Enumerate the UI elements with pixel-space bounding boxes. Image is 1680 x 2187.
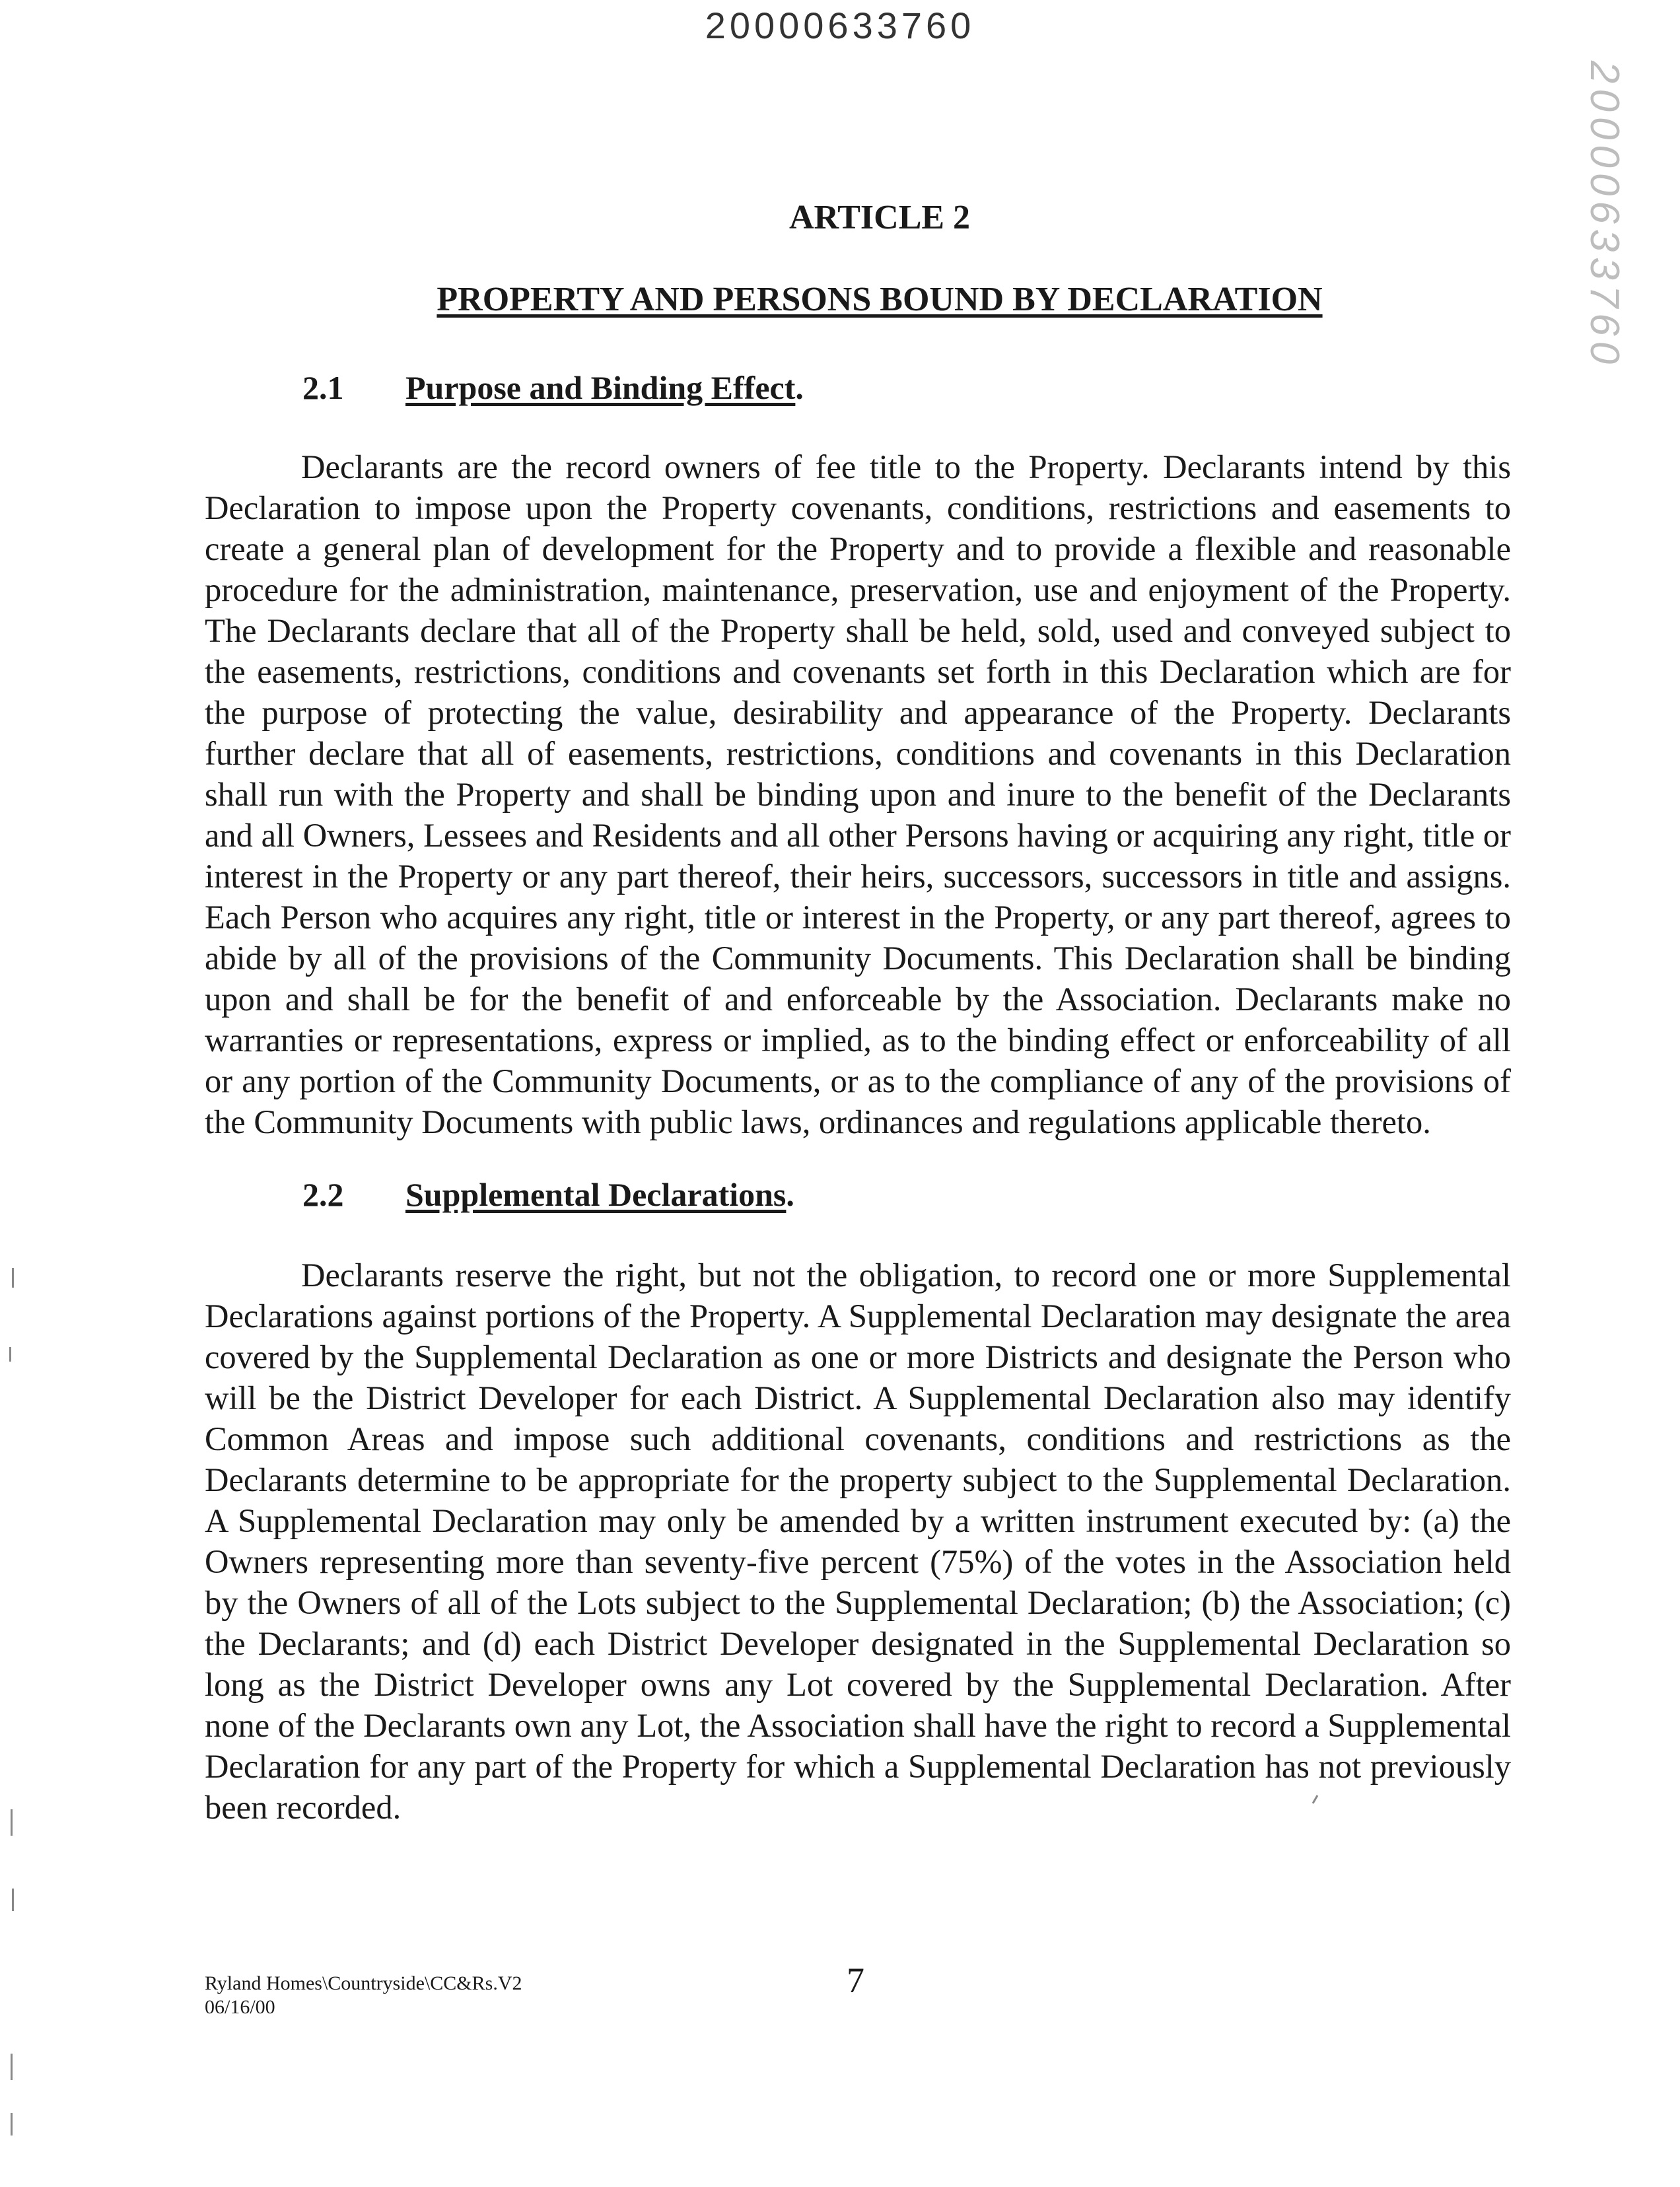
footer-page-number: 7 (847, 1961, 864, 2000)
section-title-suffix: . (786, 1176, 794, 1213)
document-id: 20000633760 (705, 5, 975, 46)
footer-file-path: Ryland Homes\Countryside\CC&Rs.V2 (205, 1972, 522, 1994)
section-heading-2-1 (302, 368, 804, 407)
scan-artifact (11, 1809, 13, 1836)
section-body-2-1: Declarants are the record owners of fee title to the Property. Declarants intend by this Declaration to impose upon the Property covenants, conditions, restrictions and easements to create a general plan of development for the Property and to provide a flexible and reasonable procedure for the administration, maintenance, preservation, use and enjoyment of the Property. The Declarants declare that all of the Property shall be held, sold, used and conveyed subject to the easements, restrictions, conditions and covenants set forth in this Declaration which are for the purpose of protecting the value, desirability and appearance of the Property. Declarants further declare that all of easements, restrictions, conditions and covenants in this Declaration shall run with the Property and shall be binding upon and inure to the benefit of the Declarants and all Owners, Lessees and Residents and all other Persons having or acquiring any right, title or interest in the Property or any part thereof, their heirs, successors, successors in title and assigns. Each Person who acquires any right, title or interest in the Property, or any part thereof, agrees to abide by all of the provisions of the Community Documents. This Declaration shall be binding upon and shall be for the benefit of and enforceable by the Association. Declarants make no warranties or representations, express or implied, as to the binding effect or enforceability of all or any portion of the Community Documents, or as to the compliance of any of the provisions of the Community Documents with public laws, ordinances and regulations applicable thereto. (205, 448, 1511, 1140)
footer-reference (205, 1972, 522, 2019)
section-body-2-2: Declarants reserve the right, but not the obligation, to record one or more Supplemental Declarations against portions of the Property. A Supplemental Declaration may designate the area covered by the Supplemental Declaration as one or more Districts and designate the Person who will be the District Developer for each District. A Supplemental Declaration also may identify Common Areas and impose such additional covenants, conditions and restrictions as the Declarants determine to be appropriate for the property subject to the Supplemental Declaration. A Supplemental Declaration may only be amended by a written instrument executed by: (a) the Owners representing more than seventy-five percent (75%) of the votes in the Association held by the Owners of all of the Lots subject to the Supplemental Declaration; (b) the Association; (c) the Declarants; and (d) each District Developer designated in the Supplemental Declaration so long as the District Developer owns any Lot covered by the Supplemental Declaration. After none of the Declarants own any Lot, the Association shall have the right to record a Supplemental Declaration for any part of the Property for which a Supplemental Declaration has not previously been recorded. (205, 1257, 1511, 1826)
margin-stamp-text: 20000633760 (1582, 60, 1628, 369)
footer-date: 06/16/00 (205, 1996, 275, 2018)
section-title: Supplemental Declarations (405, 1176, 787, 1213)
section-heading-2-2 (302, 1175, 794, 1214)
section-title-suffix: . (795, 369, 804, 406)
scan-artifact (9, 1347, 11, 1362)
scan-artifact (12, 1889, 14, 1911)
article-title-text: PROPERTY AND PERSONS BOUND BY DECLARATION (437, 281, 1323, 318)
scan-artifact (11, 2113, 13, 2135)
section-title: Purpose and Binding Effect (405, 369, 796, 406)
section-number: 2.1 (302, 369, 344, 406)
section-number: 2.2 (302, 1176, 344, 1213)
scan-artifact (11, 2054, 13, 2080)
article-heading: ARTICLE 2 (788, 199, 971, 236)
scan-artifact (12, 1268, 14, 1288)
article-title (0, 280, 1680, 319)
